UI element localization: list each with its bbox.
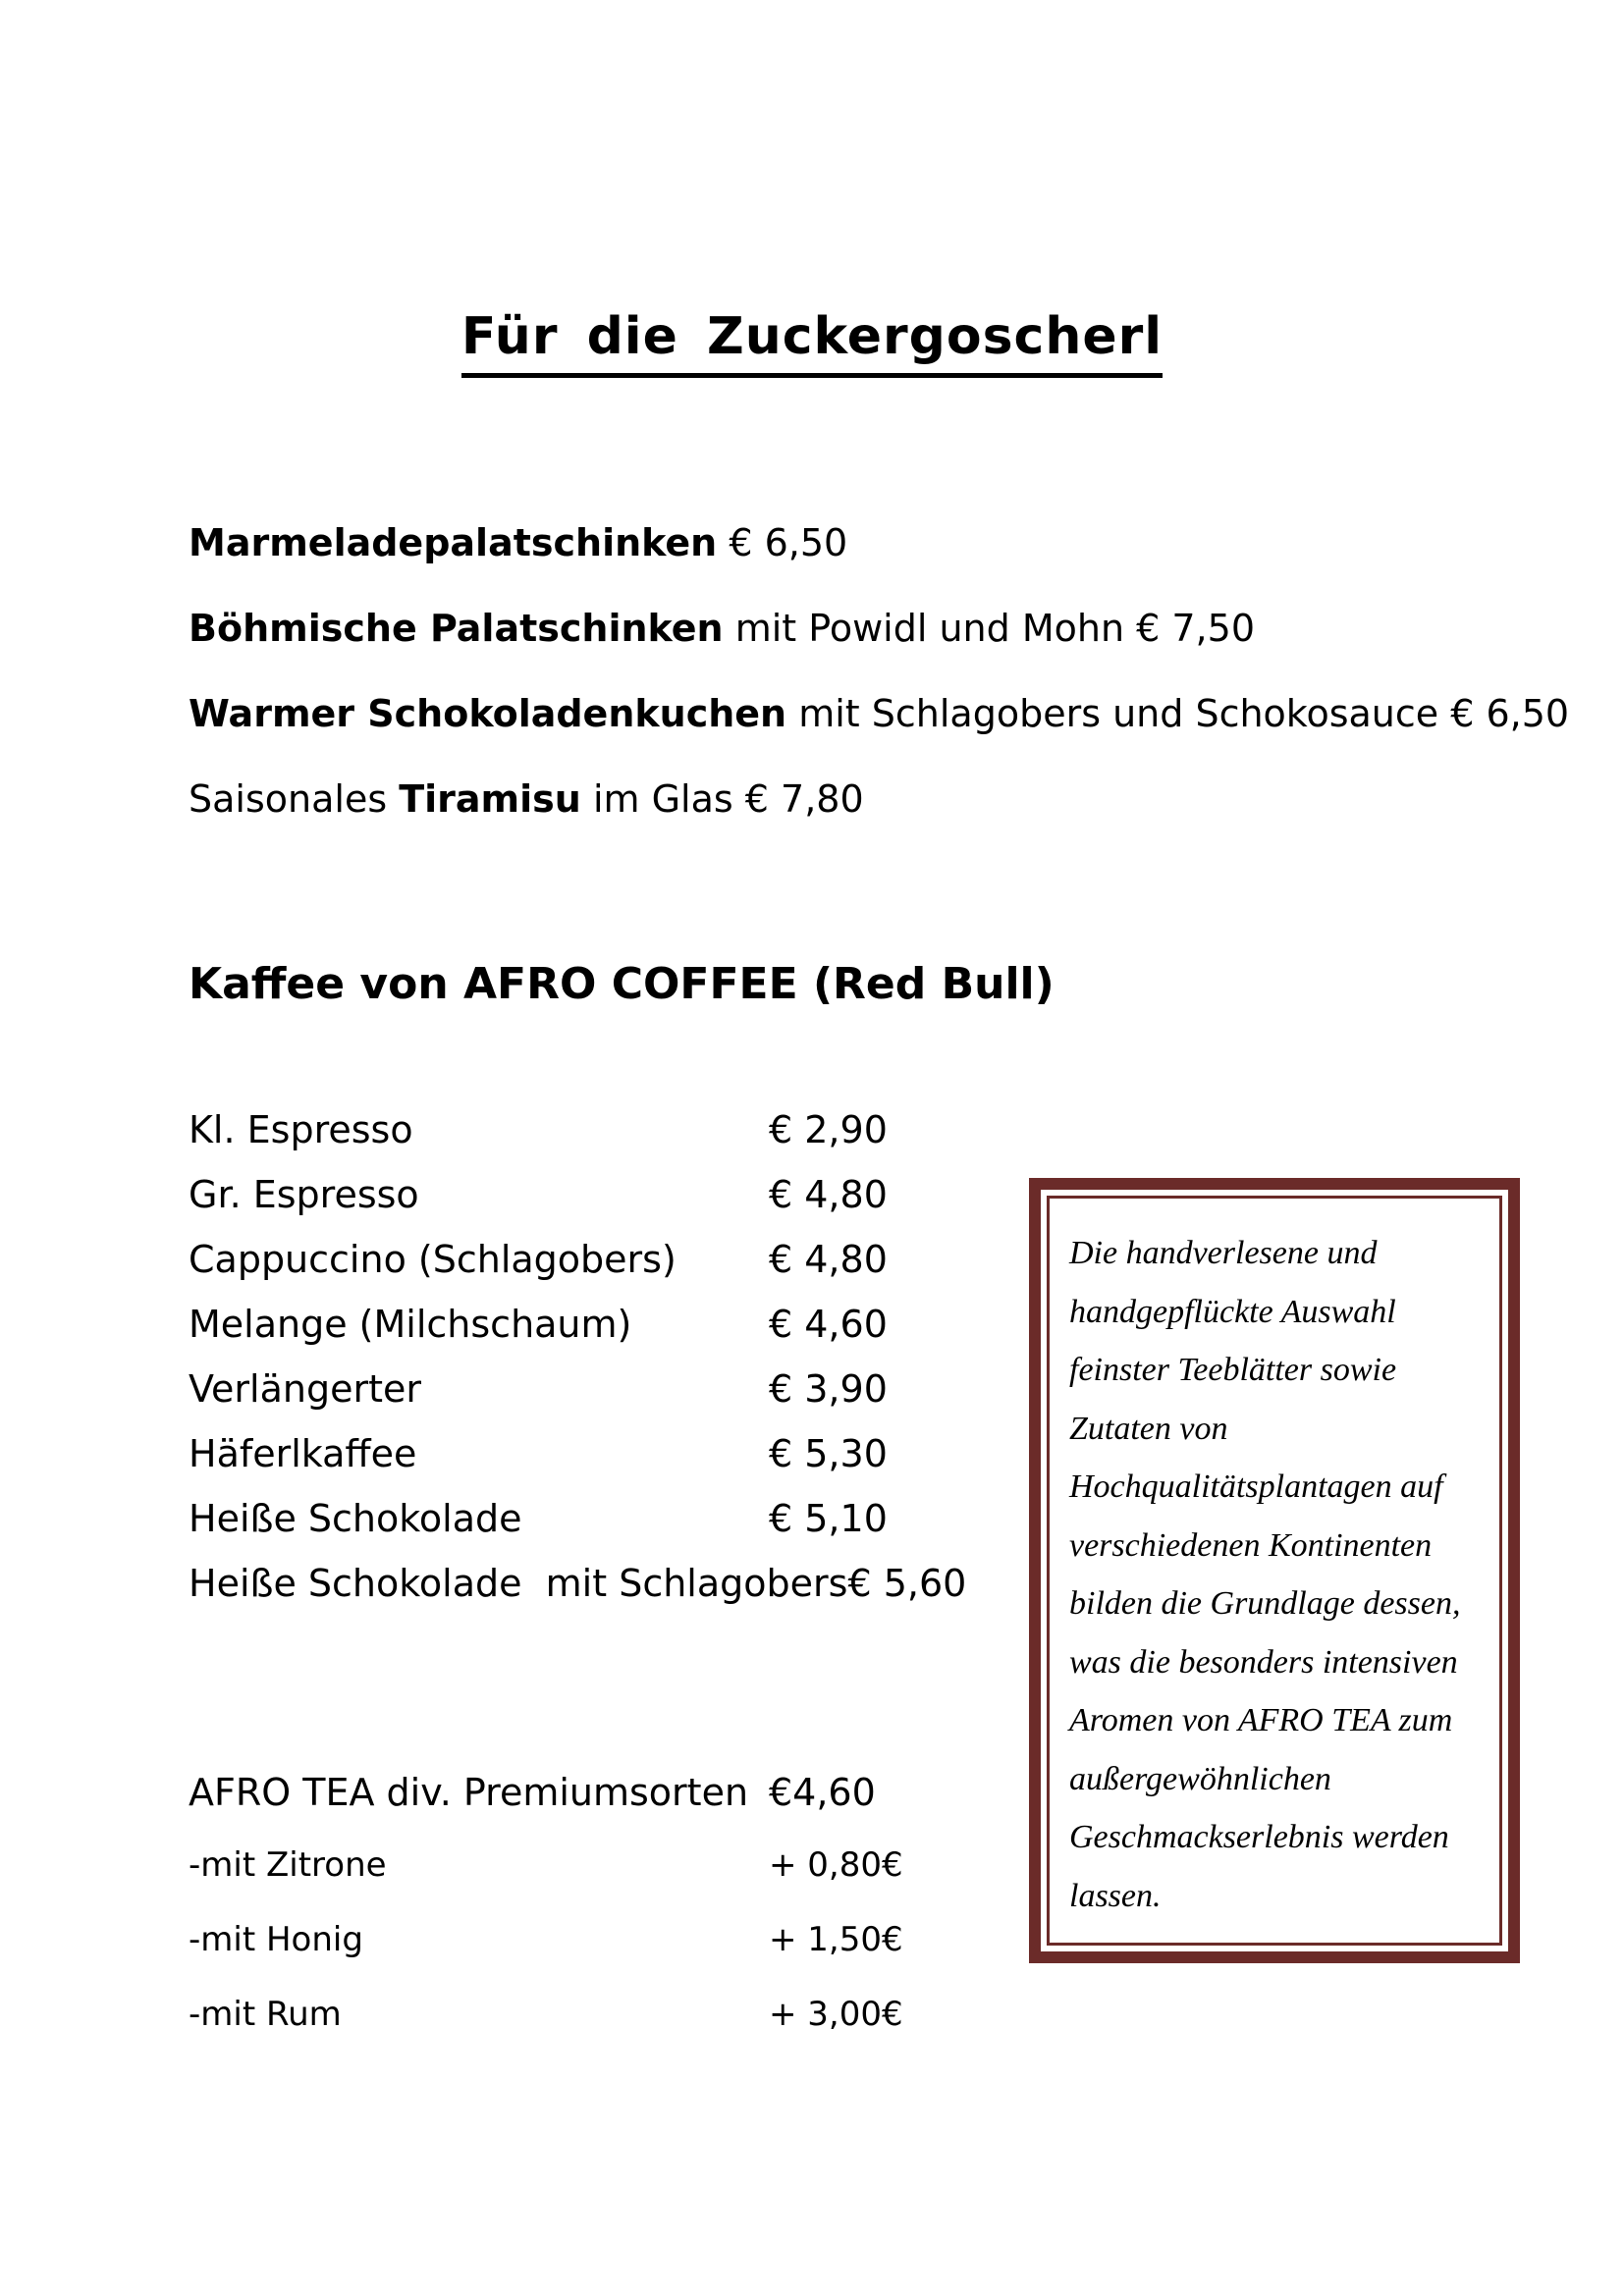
coffee-item [189, 1357, 954, 1421]
tea-item-extra [189, 1977, 954, 2052]
item-price: € 4,80 [769, 1238, 888, 1281]
item-name: AFRO TEA div. Premiumsorten [189, 1771, 749, 1814]
tea-item-extra [189, 1902, 954, 1977]
item-name: Verlängerter [189, 1367, 421, 1411]
coffee-item [189, 1486, 954, 1551]
item-price: € 3,90 [769, 1367, 888, 1411]
tea-info-text-line: außergewöhnlichen [1069, 1760, 1331, 1797]
tea-price-list [189, 1757, 954, 2052]
tea-info-box [1029, 1178, 1520, 1963]
item-price: € 7,50 [1136, 607, 1255, 650]
item-price: €4,60 [769, 1771, 876, 1814]
item-price: + 0,80€ [769, 1845, 903, 1885]
coffee-item [189, 1097, 954, 1162]
item-desc: mit Powidl und Mohn [734, 607, 1125, 650]
item-name: Heiße Schokolade [189, 1497, 522, 1540]
tea-info-text-line: Zutaten von [1069, 1410, 1228, 1447]
tea-info-text-line: Die handverlesene und [1069, 1235, 1378, 1271]
item-price: + 3,00€ [769, 1995, 903, 2034]
tea-info-text-line: was die besonders intensiven [1069, 1643, 1458, 1681]
item-name: Cappuccino (Schlagobers) [189, 1238, 677, 1281]
item-price: € 6,50 [729, 521, 848, 564]
coffee-price-list [189, 1097, 967, 1616]
coffee-item [189, 1162, 954, 1227]
item-name: -mit Honig [189, 1920, 363, 1959]
item-name: Tiramisu [399, 777, 581, 821]
tea-item-extra [189, 1828, 954, 1902]
item-price: € 7,80 [744, 777, 864, 821]
coffee-item [189, 1551, 967, 1616]
item-prefix: Saisonales [189, 777, 388, 821]
coffee-item [189, 1421, 954, 1486]
tea-info-text-line: feinster Teeblätter sowie [1069, 1352, 1397, 1388]
dessert-list [189, 501, 1583, 842]
item-desc: im Glas [592, 777, 733, 821]
coffee-section-heading: Kaffee von AFRO COFFEE (Red Bull) [189, 959, 1055, 1009]
tea-info-text-line: handgepflückte Auswahl [1069, 1293, 1396, 1330]
item-price: € 4,60 [769, 1303, 888, 1346]
item-name: -mit Zitrone [189, 1845, 387, 1885]
tea-info-text-line: Aromen von AFRO TEA zum [1069, 1702, 1453, 1738]
item-price: € 6,50 [1450, 692, 1570, 735]
item-price: € 5,60 [847, 1562, 967, 1605]
dessert-item [189, 671, 1583, 757]
tea-info-text-line: Hochqualitätsplantagen auf [1069, 1468, 1443, 1505]
item-name: Warmer Schokoladenkuchen [189, 692, 787, 735]
item-price: € 5,30 [769, 1432, 888, 1475]
tea-info-box-inner [1047, 1196, 1502, 1946]
tea-info-text-line: lassen. [1069, 1877, 1162, 1914]
item-price: € 4,80 [769, 1173, 888, 1216]
item-price: € 5,10 [769, 1497, 888, 1540]
tea-info-text-line: bilden die Grundlage dessen, [1069, 1585, 1461, 1622]
item-name: Kl. Espresso [189, 1108, 413, 1151]
item-name: Heiße Schokolade mit Schlagobers [189, 1562, 848, 1605]
page-title-text: Für die Zuckergoscherl [461, 307, 1163, 378]
item-price: € 2,90 [769, 1108, 888, 1151]
item-name: -mit Rum [189, 1995, 342, 2034]
item-name: Böhmische Palatschinken [189, 607, 724, 650]
page-title [0, 302, 1624, 383]
item-name: Marmeladepalatschinken [189, 521, 718, 564]
coffee-item [189, 1292, 954, 1357]
tea-item-main [189, 1757, 954, 1828]
coffee-item [189, 1227, 954, 1292]
dessert-item [189, 586, 1583, 671]
item-name: Melange (Milchschaum) [189, 1303, 632, 1346]
dessert-item [189, 757, 1583, 842]
dessert-item [189, 501, 1583, 586]
item-price: + 1,50€ [769, 1920, 903, 1959]
tea-info-text-line: verschiedenen Kontinenten [1069, 1526, 1433, 1564]
tea-info-text-line: Geschmackserlebnis werden [1069, 1819, 1449, 1855]
item-desc: mit Schlagobers und Schokosauce [798, 692, 1439, 735]
item-name: Häferlkaffee [189, 1432, 417, 1475]
item-name: Gr. Espresso [189, 1173, 419, 1216]
